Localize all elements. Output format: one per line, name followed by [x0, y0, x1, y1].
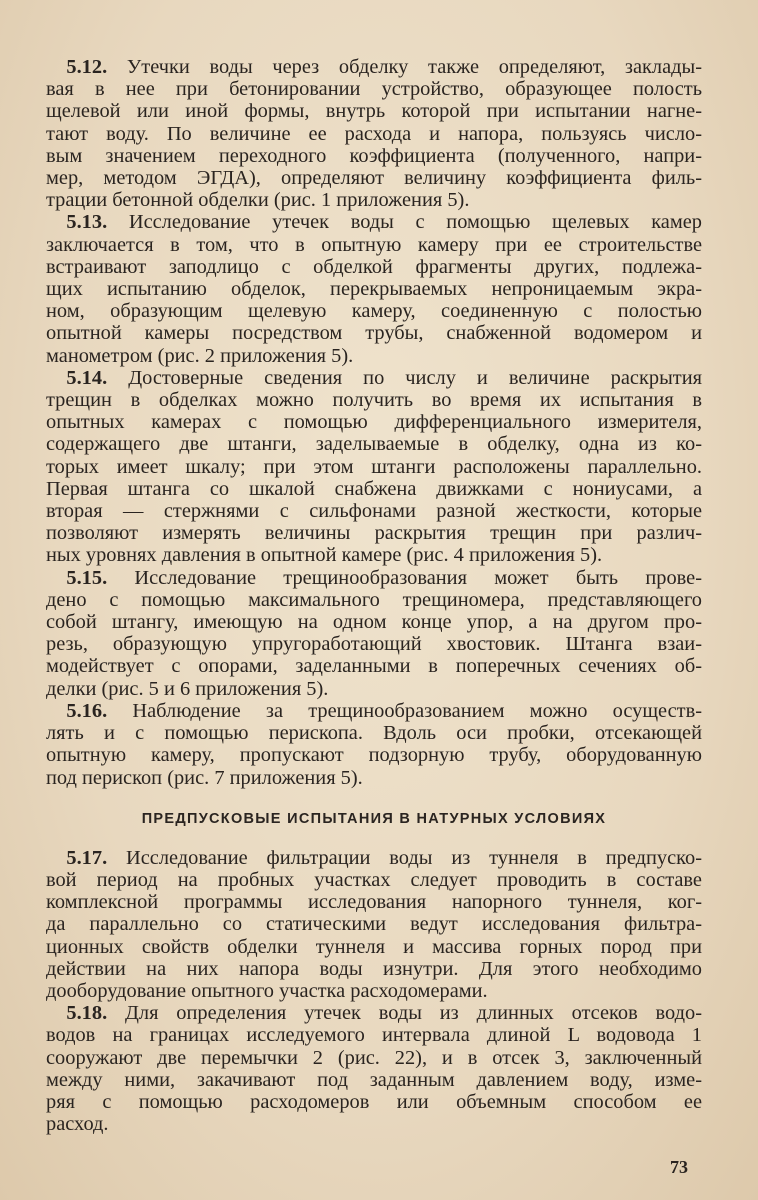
- paragraph-number: 5.12.: [66, 56, 108, 78]
- text-line: 5.16. Наблюдение за трещинообразованием можно осуществ-: [66, 699, 702, 722]
- page-content: [46, 56, 702, 1135]
- text-line: резь, образующую упругоработающий хвостовик. Штанга взаи-: [46, 633, 702, 656]
- text-line: опытной камеры посредством трубы, снабженной водомером и: [46, 322, 702, 345]
- text-line: трации бетонной обделки (рис. 1 приложения 5).: [46, 189, 470, 212]
- text-line: водов на границах исследуемого интервала длиной L водовода 1: [46, 1024, 702, 1047]
- text-line: дооборудование опытного участка расходомерами.: [46, 979, 488, 1002]
- paragraph-number: 5.16.: [66, 699, 108, 722]
- text-line: комплексной программы исследования напорного туннеля, ког-: [46, 891, 702, 914]
- text-line: действии на них напора воды изнутри. Для этого необходимо: [46, 957, 702, 980]
- text-line: вой период на пробных участках следует проводить в составе: [46, 868, 702, 891]
- text-line: вторая — стержнями с сильфонами разной жесткости, которые: [46, 500, 702, 523]
- text-line: ционных свойств обделки туннеля и массива горных пород при: [46, 935, 702, 958]
- text-line: 5.15. Исследование трещинообразования может быть прове-: [66, 566, 702, 589]
- text-line: опытную камеру, пропускают подзорную трубу, оборудованную: [46, 744, 702, 767]
- text-line: да параллельно со статическими ведут исследования фильтра-: [46, 913, 702, 936]
- paragraph-number: 5.15.: [66, 566, 108, 589]
- paragraph-number: 5.17.: [66, 846, 108, 869]
- text-line: позволяют измерять величины раскрытия трещин при различ-: [46, 522, 702, 545]
- paragraph-5-15: [46, 567, 702, 700]
- text-line: 5.14. Достоверные сведения по числу и величине раскрытия: [66, 366, 702, 389]
- text-line: ряя с помощью расходомеров или объемным способом ее: [46, 1090, 702, 1113]
- text-line: расход.: [46, 1113, 109, 1136]
- text-line: трещин в обделках можно получить во время их испытания в: [46, 389, 702, 412]
- text-line: модействует с опорами, заделанными в поперечных сечениях об-: [46, 655, 702, 678]
- text-line: 5.12. Утечки воды через обделку также определяют, заклады-: [66, 56, 702, 78]
- paragraph-5-14: [46, 367, 702, 567]
- section-heading: ПРЕДПУСКОВЫЕ ИСПЫТАНИЯ В НАТУРНЫХ УСЛОВИЯХ: [141, 810, 607, 827]
- text-line: 5.17. Исследование фильтрации воды из туннеля в предпуско-: [66, 846, 702, 869]
- text-line: встраивают заподлицо с обделкой фрагменты других, подлежа-: [46, 255, 702, 278]
- paragraph-number: 5.18.: [66, 1002, 108, 1025]
- text-line: между ними, закачивают под заданным давлением воду, изме-: [46, 1068, 702, 1091]
- text-line: заключается в том, что в опытную камеру при ее строительстве: [46, 233, 702, 256]
- text-line: дено с помощью максимального трещиномера, представляющего: [46, 588, 702, 611]
- text-line: Первая штанга со шкалой снабжена движками с нониусами, а: [46, 477, 702, 500]
- text-line: тают воду. По величине ее расхода и напора, пользуясь число-: [46, 122, 702, 145]
- text-line: содержащего две штанги, заделываемые в обделку, одна из ко-: [46, 433, 702, 456]
- paragraph-number: 5.14.: [66, 366, 108, 389]
- paragraph-5-17: [46, 847, 702, 1002]
- text-line: опытных камерах с помощью дифференциального измерителя,: [46, 411, 702, 434]
- paragraph-5-18: [46, 1002, 702, 1135]
- paragraph-5-12: [46, 56, 702, 211]
- page-number: 73: [670, 1157, 688, 1177]
- text-line: мер, методом ЭГДА), определяют величину коэффициента филь-: [46, 167, 702, 190]
- text-line: щелевой или иной формы, внутрь которой при испытании нагне-: [46, 100, 702, 123]
- text-line: под перископ (рис. 7 приложения 5).: [46, 766, 363, 789]
- text-line: торых имеет шкалу; при этом штанги расположены параллельно.: [46, 455, 702, 478]
- text-line: собой штангу, имеющую на одном конце упор, а на другом про-: [46, 611, 702, 634]
- paragraph-5-16: [46, 700, 702, 789]
- text-line: щих испытанию обделок, перекрываемых непроницаемым экра-: [46, 278, 702, 301]
- text-line: вая в нее при бетонировании устройство, образующее полость: [46, 78, 702, 101]
- text-line: ном, образующим щелевую камеру, соединенную с полостью: [46, 300, 702, 323]
- text-line: ных уровнях давления в опытной камере (рис. 4 приложения 5).: [46, 544, 603, 567]
- text-line: 5.13. Исследование утечек воды с помощью щелевых камер: [66, 211, 702, 234]
- paragraph-number: 5.13.: [66, 211, 108, 234]
- text-line: сооружают две перемычки 2 (рис. 22), и в отсек 3, заключенный: [46, 1046, 702, 1069]
- text-line: лять и с помощью перископа. Вдоль оси пробки, отсекающей: [46, 722, 702, 745]
- paragraph-5-13: [46, 211, 702, 366]
- text-line: 5.18. Для определения утечек воды из длинных отсеков водо-: [66, 1002, 702, 1025]
- text-line: вым значением переходного коэффициента (полученного, напри-: [46, 144, 702, 167]
- text-line: делки (рис. 5 и 6 приложения 5).: [46, 677, 329, 700]
- text-line: манометром (рис. 2 приложения 5).: [46, 344, 354, 367]
